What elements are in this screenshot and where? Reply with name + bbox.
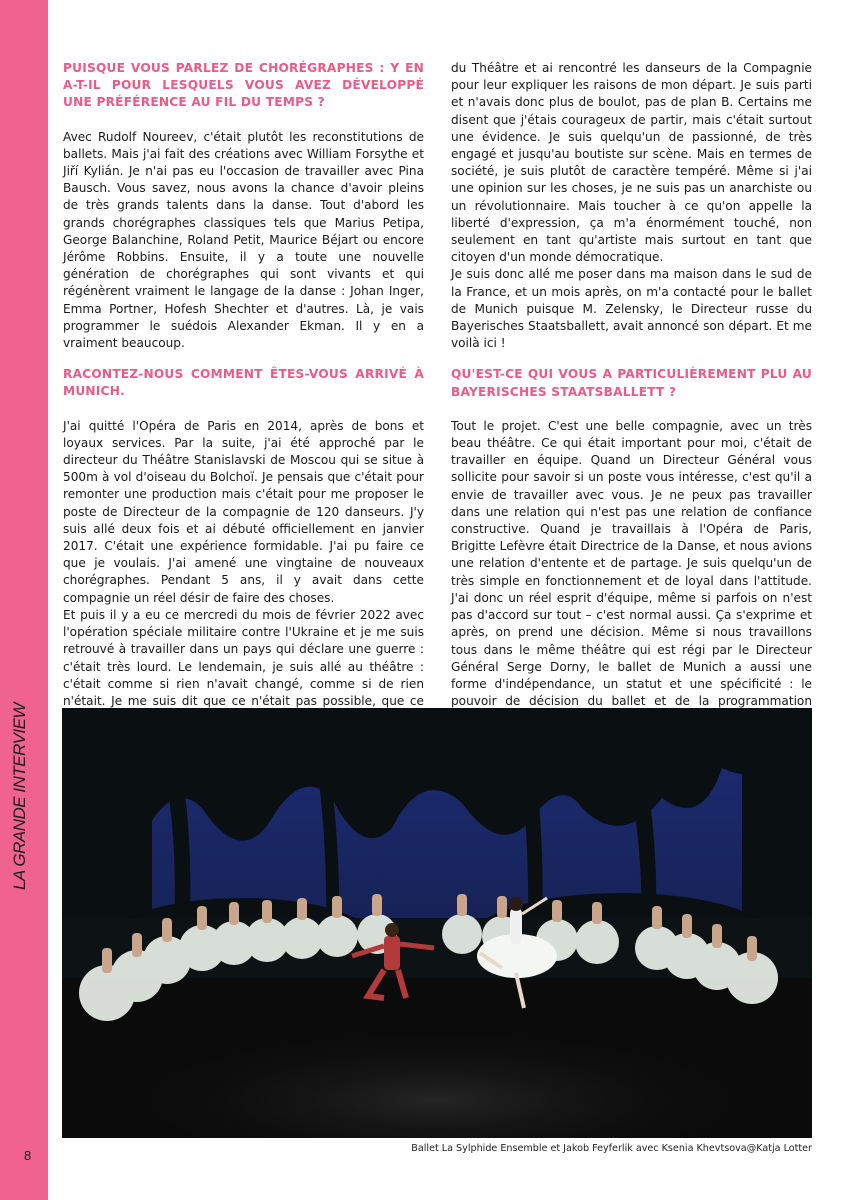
answer-departure: du Théâtre et ai rencontré les danseurs de la Compagnie pour leur expliquer les raisons de mon départ. Je suis parti et n'avais donc plus de boulot, pas de plan B. Certains me disent que j'étais courageux de partir, mais c'était surtout une évidence. Je suis quelqu'un de passionné, de très engagé et jusqu'au boutiste sur scène. Mais en termes de société, je suis plutôt de caractère tempéré. Même si j'ai une opinion sur les choses, je ne suis pas un anarchiste ou un révolutionnaire. Mais toucher à ce qu'on appelle la liberté d'expression, ça m'a énormément touché, non seulement en tant qu'artiste mais surtout en tant que citoyen d'un monde démocratique. bbox=[451, 61, 812, 265]
answer-staatsballett: Tout le projet. C'est une belle compagnie, avec un très beau théâtre. Ce qui était important pour moi, c'était de travailler en équipe. Quand un Directeur Général vous sollicite pour savoir si un poste vous intéresse, c'est qu'il a envie de travailler avec vous. Je ne peux pas travailler dans une relation qui n'est pas une relation de confiance constructive. Quand je travaillais à l'Opéra de Paris, Brigitte Lefèvre était Directrice de la Danse, et nous avions une relation d'entente et de partage. Je suis quelqu'un de très simple en fonctionnement et de loyal dans l'attitude. J'ai donc un réel esprit d'équipe, même si parfois on n'est pas d'accord sur tout – c'est normal aussi. Ça s'exprime et après, on prend une décision. Même si nous travaillons tous dans le même théâtre qui est régi par le Directeur Général Serge Dorny, le ballet de Munich a aussi une forme d'indépendance, un statut et une spécificité : le pouvoir de décision du ballet et de la programmation bbox=[451, 418, 812, 709]
answer-arrival-munich: J'ai quitté l'Opéra de Paris en 2014, après de bons et loyaux services. Par la suite, j'ai été approché par le directeur du Théâtre Stanislavski de Moscou qui se situe à 500m à vol d'oiseau du Bolchoï. Je pensais que c'était pour remonter une production mais c'était pour me proposer le poste de Directeur de la compagnie de 120 danseurs. J'y suis allé deux fois et ai débuté officiellement en janvier 2017. C'était une expérience formidable. J'ai pu faire ce que je voulais. J'ai amené une vingtaine de nouveaux chorégraphes. Pendant 5 ans, il y avait dans cette compagnie un réel désir de faire des choses. bbox=[63, 418, 424, 605]
question-choreographers: PUISQUE VOUS PARLEZ DE CHORÉGRAPHES : Y EN A-T-IL POUR LESQUELS VOUS AVEZ DÉVELOPPÉ UNE PRÉFÉRENCE AU FIL DU TEMPS ? bbox=[63, 61, 424, 110]
question-arrival-munich: RACONTEZ-NOUS COMMENT ÊTES-VOUS ARRIVÉ À MUNICH. bbox=[63, 367, 424, 399]
sidebar-band bbox=[0, 0, 48, 1200]
answer-munich-contact: Je suis donc allé me poser dans ma maison dans le sud de la France, et un mois après, on m'a contacté pour le ballet de Munich puisque M. Zelensky, le Directeur russe du Bayerisches Staatsballett, avait annoncé son départ. Et me voilà ici ! bbox=[451, 267, 812, 351]
ballet-photo bbox=[62, 708, 812, 1138]
answer-arrival-war: Et puis il y a eu ce mercredi du mois de février 2022 avec l'opération spéciale militaire contre l'Ukraine et je me suis retrouvé à travailler dans un pays qui déclare une guerre : c'était très lourd. Le lendemain, je suis allé au théâtre : c'était comme si rien n'avait changé, comme si de rien n'était. Je me suis dit que ce n'était pas possible, que ce bbox=[63, 607, 424, 708]
page-number: 8 bbox=[24, 1148, 32, 1163]
left-column bbox=[63, 60, 424, 745]
answer-choreographers: Avec Rudolf Noureev, c'était plutôt les reconstitutions de ballets. Mais j'ai fait des créations avec William Forsythe et Jiří Kylián. Je n'ai pas eu l'occasion de travailler avec Pina Bausch. Vous savez, nous avons la chance d'avoir pleins de très grands talents dans la danse. Tout d'abord les grands chorégraphes classiques tels que Marius Petipa, George Balanchine, Roland Petit, Maurice Béjart ou encore Jérôme Robbins. Ensuite, il y a toute une nouvelle génération de chorégraphes qui sont vivants et qui régénèrent vraiment le langage de la danse : Johan Inger, Emma Portner, Hofesh Shechter et d'autres. Là, je vais programmer le suédois Alexander Ekman. Il y en a vraiment beaucoup. bbox=[63, 129, 424, 351]
question-staatsballett: QU'EST-CE QUI VOUS A PARTICULIÈREMENT PLU AU BAYERISCHES STAATSBALLETT ? bbox=[451, 367, 812, 399]
photo-caption: Ballet La Sylphide Ensemble et Jakob Feyferlik avec Ksenia Khevtsova@Katja Lotter bbox=[411, 1143, 812, 1154]
right-column bbox=[451, 60, 812, 728]
